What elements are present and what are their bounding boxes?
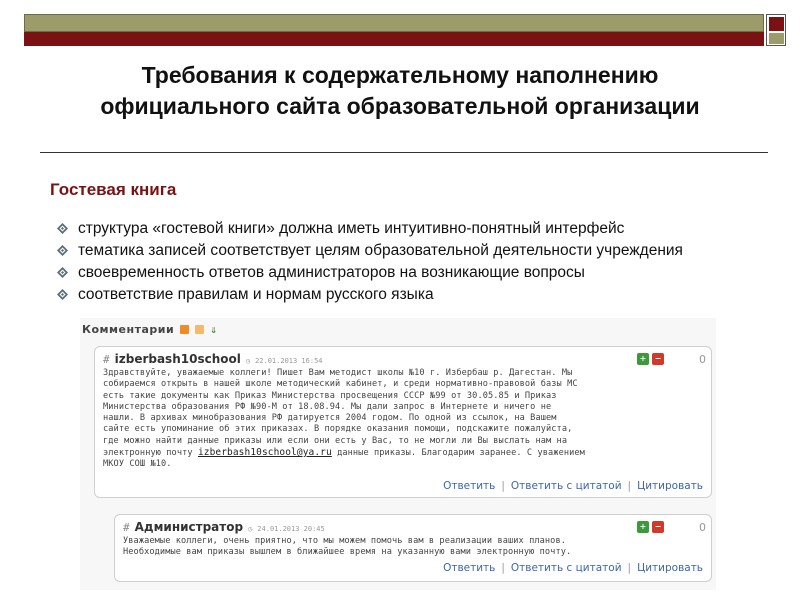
email-link[interactable]: izberbash10school@ya.ru	[197, 447, 332, 459]
comment-author[interactable]: Администратор	[134, 520, 244, 534]
requirements-list	[56, 218, 786, 306]
title-divider	[40, 152, 768, 153]
action-separator: |	[501, 562, 505, 574]
comment-line: данные приказы. Благодарим заранее. С уважением	[331, 448, 585, 459]
list-item-text: соответствие правилам и нормам русского языка	[78, 286, 434, 303]
vote-down-icon[interactable]: −	[652, 521, 664, 533]
reply-with-quote-link[interactable]: Ответить с цитатой	[510, 480, 622, 492]
action-separator: |	[501, 480, 505, 492]
list-item-text: структура «гостевой книги» должна иметь интуитивно-понятный интерфейс	[78, 220, 625, 237]
slide-title-line-2: официального сайта образовательной организации	[100, 93, 700, 119]
comment-card	[114, 514, 712, 582]
comment-header	[103, 352, 323, 366]
download-arrow-icon[interactable]: ⇓	[210, 322, 217, 336]
comments-header	[82, 320, 217, 338]
comment-header	[123, 520, 325, 534]
clock-icon: ◷	[248, 525, 253, 533]
vote-up-icon[interactable]: +	[637, 521, 649, 533]
header-red-bar	[24, 32, 764, 46]
comment-line: есть такие документы как Приказ Министерства просвещения СССР №99 от 30.05.85 и Приказ	[103, 390, 557, 401]
vote-down-icon[interactable]: −	[652, 353, 664, 365]
diamond-bullet-icon	[57, 223, 68, 234]
list-item	[56, 284, 786, 306]
reply-link[interactable]: Ответить	[443, 480, 496, 492]
rss-comments-icon[interactable]	[195, 325, 204, 334]
header-corner-box	[766, 14, 786, 46]
comment-author[interactable]: izberbash10school	[114, 352, 241, 366]
quote-link[interactable]: Цитировать	[637, 562, 703, 574]
vote-controls	[637, 521, 664, 533]
section-heading: Гостевая книга	[50, 180, 177, 199]
comment-line: Уважаемые коллеги, очень приятно, что мы можем помочь вам в реализации ваших планов.	[123, 536, 567, 546]
list-item-text: тематика записей соответствует целям образовательной деятельности учреждения	[78, 242, 683, 259]
comment-line: электронную почту	[103, 448, 198, 459]
vote-count: 0	[699, 353, 706, 366]
rss-icon[interactable]	[180, 325, 189, 334]
comment-line: собираемся открыть в нашей школе методический кабинет, и среди нормативно-правовой базы МС	[103, 379, 578, 390]
comment-line: где можно найти данные приказы или если они есть у Вас, то не могли ли Вы выслать нам на	[103, 435, 568, 446]
comment-line: сайте есть упоминание об этих приказах. В порядке оказания помощи, подскажите пожалуйста,	[103, 424, 573, 435]
guestbook-screenshot	[80, 318, 716, 590]
comment-body	[123, 536, 571, 559]
list-item-text: своевременность ответов администраторов на возникающие вопросы	[78, 264, 585, 281]
quote-link[interactable]: Цитировать	[637, 480, 703, 492]
comment-line: Здравствуйте, уважаемые коллеги! Пишет Вам методист школы №10 г. Избербаш р. Дагестан. Мы	[103, 368, 573, 378]
comment-timestamp: 24.01.2013 20:45	[257, 525, 325, 533]
reply-link[interactable]: Ответить	[443, 562, 496, 574]
vote-controls	[637, 353, 664, 365]
vote-count: 0	[699, 521, 706, 534]
slide-title	[30, 60, 770, 122]
comments-heading: Комментарии	[82, 322, 175, 336]
comment-actions	[443, 480, 703, 492]
reply-with-quote-link[interactable]: Ответить с цитатой	[510, 562, 622, 574]
clock-icon: ◷	[245, 357, 251, 365]
diamond-bullet-icon	[57, 245, 68, 256]
slide-title-line-1: Требования к содержательному наполнению	[141, 62, 659, 88]
diamond-bullet-icon	[57, 289, 68, 300]
list-item	[56, 240, 786, 262]
comment-actions	[443, 562, 703, 574]
list-item	[56, 218, 786, 240]
comment-line: МКОУ СОШ №10.	[103, 459, 172, 470]
comment-timestamp: 22.01.2013 16:54	[255, 357, 323, 365]
comment-hash: #	[123, 521, 130, 534]
vote-up-icon[interactable]: +	[637, 353, 649, 365]
comment-line: Необходимые вам приказы вышлем в ближайшее время на указанную вами электронную почту.	[123, 547, 572, 558]
comment-line: нашли. В архивах минобразования РФ датируется 2004 годом. По одной из ссылок, на Вашем	[103, 413, 557, 424]
comment-card	[94, 346, 712, 498]
comment-hash: #	[103, 353, 110, 366]
action-separator: |	[627, 562, 632, 574]
header-olive-bar	[24, 14, 764, 32]
comment-body	[103, 368, 585, 471]
action-separator: |	[627, 480, 632, 492]
list-item	[56, 262, 786, 284]
diamond-bullet-icon	[57, 267, 68, 278]
comment-line: Министерства образования РФ №90-М от 18.08.94. Мы дали запрос в Интернете и ничего не	[103, 401, 552, 412]
